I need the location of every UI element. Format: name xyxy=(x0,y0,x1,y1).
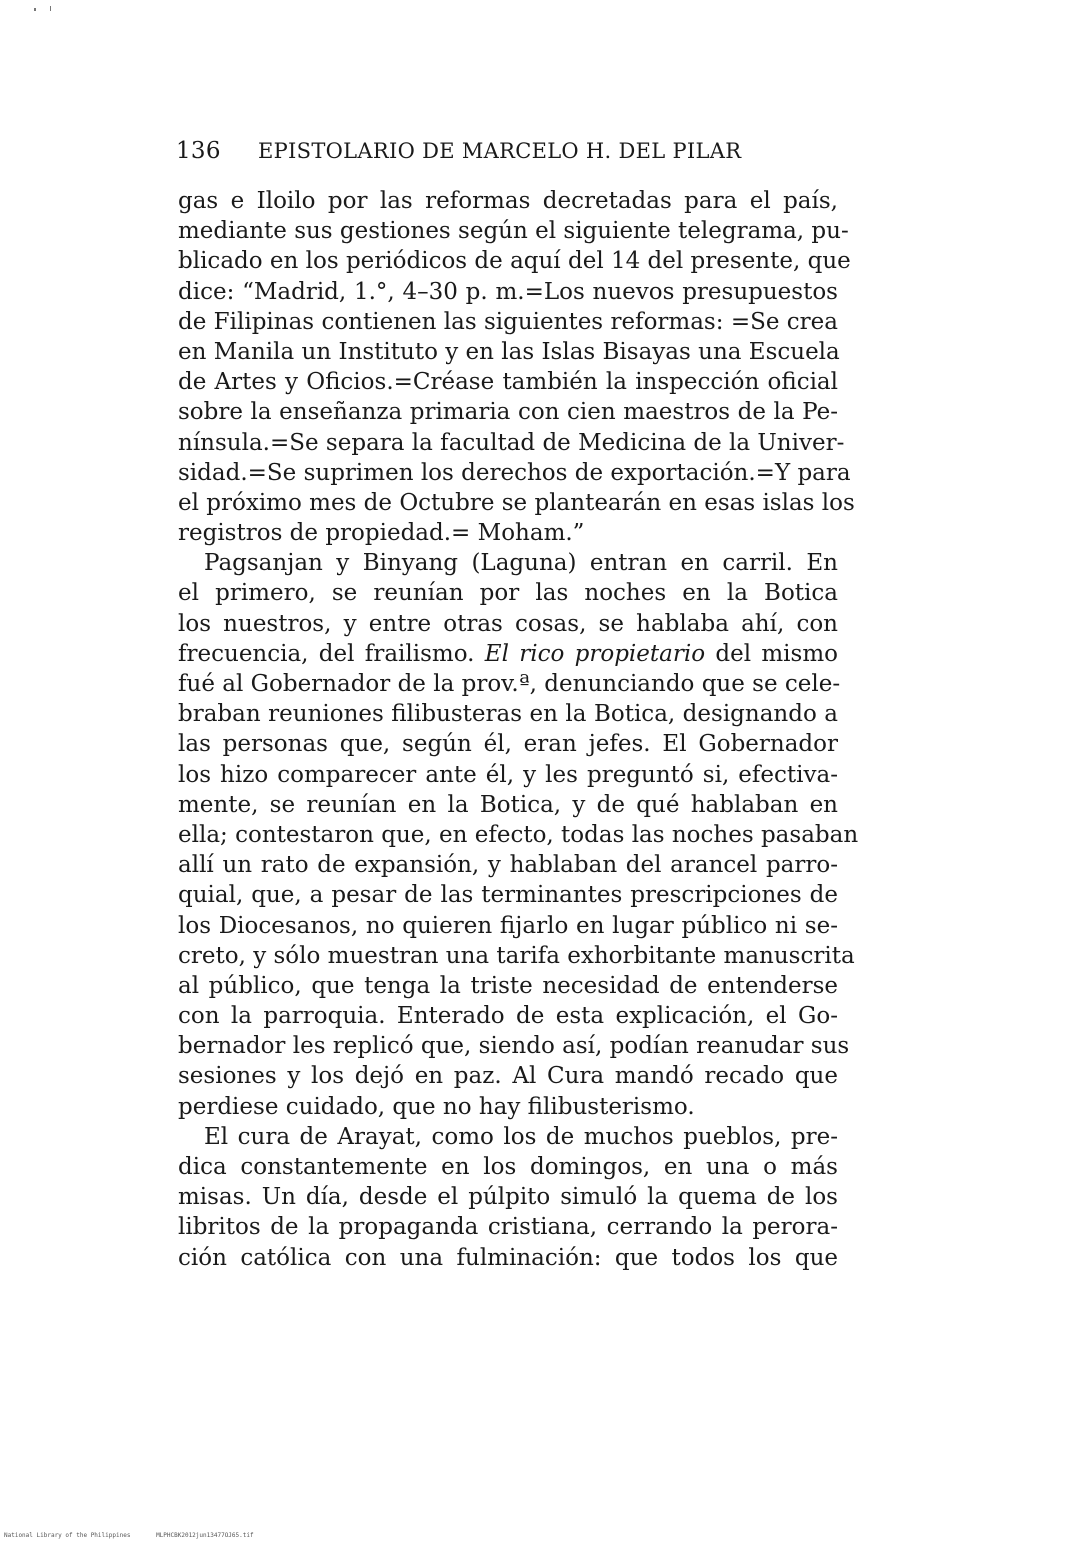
text-line: nínsula.=Se separa la facultad de Medicina de la Univer- xyxy=(178,429,845,456)
text-line: el próximo mes de Octubre se plantearán en esas islas los xyxy=(178,489,855,516)
text-line: los nuestros, y entre otras cosas, se hablaba ahí, con xyxy=(178,610,838,637)
text-line: Pagsanjan y Binyang (Laguna) entran en carril. En xyxy=(204,550,838,577)
text-line: al público, que tenga la triste necesidad de entenderse xyxy=(178,972,838,999)
text-line: frecuencia, del frailismo. El rico propietario del mismo xyxy=(178,640,838,667)
running-header xyxy=(176,138,846,164)
text-line: libritos de la propaganda cristiana, cerrando la perora- xyxy=(178,1214,838,1241)
text-line: con la parroquia. Enterado de esta explicación, el Go- xyxy=(178,1003,838,1030)
text-line: sesiones y los dejó en paz. Al Cura mandó recado que xyxy=(178,1063,838,1090)
text-line: braban reuniones filibusteras en la Botica, designando a xyxy=(178,701,838,728)
text-line: de Artes y Oficios.=Créase también la inspección oficial xyxy=(178,369,838,396)
text-line: los Diocesanos, no quieren fijarlo en lugar público ni se- xyxy=(178,912,838,939)
scan-footer xyxy=(4,1532,276,1539)
text-line: las personas que, según él, eran jefes. El Gobernador xyxy=(178,731,838,758)
text-line: en Manila un Instituto y en las Islas Bisayas una Escuela xyxy=(178,338,840,365)
page-number: 136 xyxy=(176,138,221,164)
text-line: mente, se reunían en la Botica, y de qué hablaban en xyxy=(178,791,838,818)
text-line: perdiese cuidado, que no hay filibusterismo. xyxy=(178,1093,695,1120)
text-line: misas. Un día, desde el púlpito simuló la quema de los xyxy=(178,1184,838,1211)
text-line: allí un rato de expansión, y hablaban del arancel parro- xyxy=(178,852,838,879)
italic-phrase: El rico propietario xyxy=(484,640,706,667)
text-line: dice: “Madrid, 1.°, 4–30 p. m.=Los nuevos presupuestos xyxy=(178,278,838,305)
scan-speck xyxy=(50,6,51,11)
text-line: registros de propiedad.= Moham.” xyxy=(178,520,585,547)
body-text xyxy=(178,186,859,1273)
text-line: ción católica con una fulminación: que todos los que xyxy=(178,1244,838,1271)
text-line: mediante sus gestiones según el siguiente telegrama, pu- xyxy=(178,218,849,245)
running-title: EPISTOLARIO DE MARCELO H. DEL PILAR xyxy=(258,139,742,163)
text-line: dica constantemente en los domingos, en una o más xyxy=(178,1154,838,1180)
text-line: blicado en los periódicos de aquí del 14 del presente, que xyxy=(178,248,851,275)
library-credit: National Library of the Philippines xyxy=(4,1532,131,1539)
scan-file-id: MLPHCBK2012jun13477OJ65.tif xyxy=(156,1532,254,1539)
text-line: ella; contestaron que, en efecto, todas las noches pasaban xyxy=(178,821,859,848)
text-line: quial, que, a pesar de las terminantes prescripciones de xyxy=(178,882,838,909)
text-line: creto, y sólo muestran una tarifa exhorbitante manuscrita xyxy=(178,942,855,969)
text-line: El cura de Arayat, como los de muchos pueblos, pre- xyxy=(204,1123,838,1150)
text-line: fué al Gobernador de la prov.ª, denunciando que se cele- xyxy=(178,671,841,697)
text-line: gas e Iloilo por las reformas decretadas para el país, xyxy=(178,188,838,214)
text-line: sidad.=Se suprimen los derechos de exportación.=Y para xyxy=(178,459,851,486)
text-line: de Filipinas contienen las siguientes reformas: =Se crea xyxy=(178,308,838,335)
text-line: el primero, se reunían por las noches en la Botica xyxy=(178,580,838,607)
text-line: bernador les replicó que, siendo así, podían reanudar sus xyxy=(178,1033,850,1060)
text-line: sobre la enseñanza primaria con cien maestros de la Pe- xyxy=(178,399,838,426)
scan-speck xyxy=(34,8,36,11)
text-line: los hizo comparecer ante él, y les preguntó si, efectiva- xyxy=(178,761,838,788)
